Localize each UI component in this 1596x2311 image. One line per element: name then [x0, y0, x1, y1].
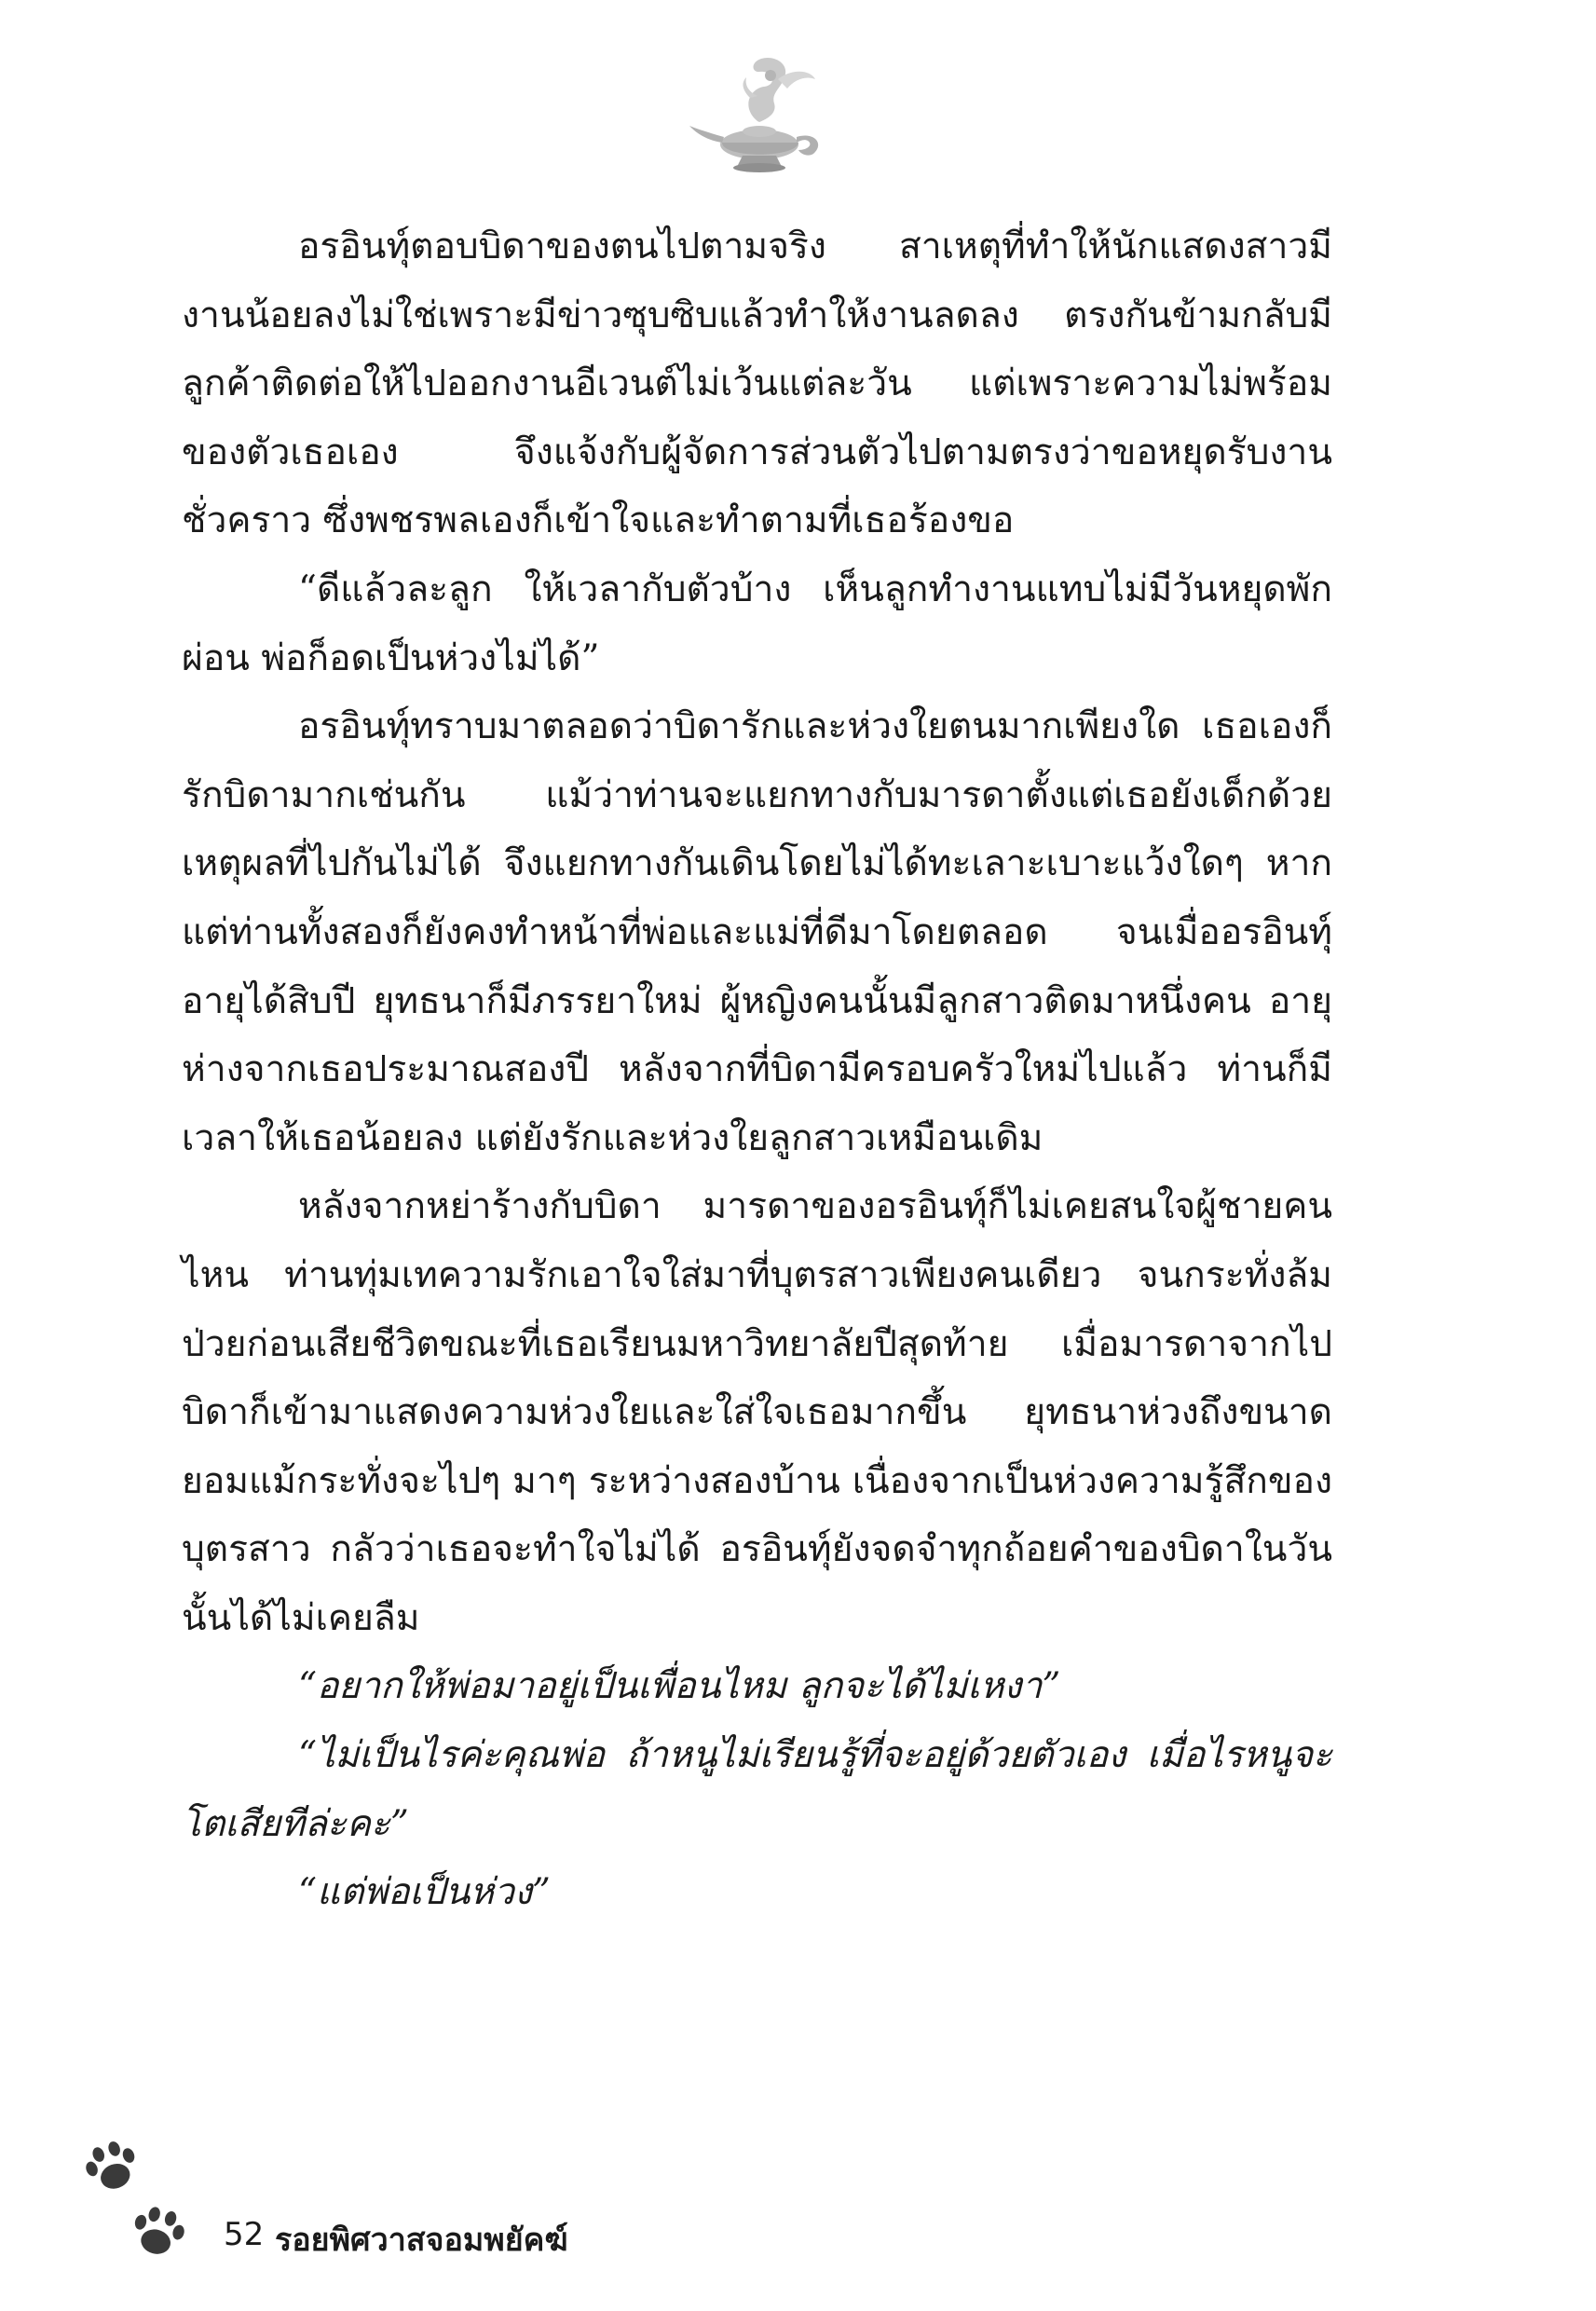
dialog-paragraph: “ดีแล้วละลูก ให้เวลากับตัวบ้าง เห็นลูกทำงานแทบไม่มีวันหยุดพักผ่อน พ่อก็อดเป็นห่วงไม่ได้”	[182, 567, 1332, 679]
paragraph: หลังจากหย่าร้างกับบิดา มารดาของอรอินทุ์ก็ไม่เคยสนใจผู้ชายคนไหน ท่านทุ่มเทความรักเอาใจใส่มาที่บุตรสาวเพียงคนเดียว จนกระทั่งล้มป่วยก่อนเสียชีวิตขณะที่เธอเรียนมหาวิทยาลัยปีสุดท้าย เมื่อมารดาจากไป บิดาก็เข้ามาแสดงความห่วงใยและใส่ใจเธอมากขึ้น ยุทธนาห่วงถึงขนาดยอมแม้กระทั่งจะไปๆ มาๆ ระหว่างสองบ้าน เนื่องจากเป็นห่วงความรู้สึกของบุตรสาว กลัวว่าเธอจะทำใจไม่ได้ อรอินทุ์ยังจดจำทุกถ้อยคำของบิดาในวันนั้นได้ไม่เคยลืม	[182, 1185, 1332, 1639]
dialog-paragraph: “ไม่เป็นไรค่ะคุณพ่อ ถ้าหนูไม่เรียนรู้ที่จะอยู่ด้วยตัวเอง เมื่อไรหนูจะโตเสียทีล่ะคะ”	[182, 1734, 1332, 1845]
book-title: รอยพิศวาสจอมพยัคฆ์	[275, 2222, 568, 2259]
paw-print-icon	[79, 2134, 144, 2199]
genie-lamp-icon	[685, 51, 834, 177]
page-number: 52	[224, 2216, 265, 2253]
paragraph: อรอินทุ์ทราบมาตลอดว่าบิดารักและห่วงใยตนมากเพียงใด เธอเองก็รักบิดามากเช่นกัน แม้ว่าท่านจะแยกทางกับมารดาตั้งแต่เธอยังเด็กด้วยเหตุผลที่ไปกันไม่ได้ จึงแยกทางกันเดินโดยไม่ได้ทะเลาะเบาะแว้งใดๆ หากแต่ท่านทั้งสองก็ยังคงทำหน้าที่พ่อและแม่ที่ดีมาโดยตลอด จนเมื่ออรอินทุ์อายุได้สิบปี ยุทธนาก็มีภรรยาใหม่ ผู้หญิงคนนั้นมีลูกสาวติดมาหนึ่งคน อายุห่างจากเธอประมาณสองปี หลังจากที่บิดามีครอบครัวใหม่ไปแล้ว ท่านก็มีเวลาให้เธอน้อยลง แต่ยังรักและห่วงใยลูกสาวเหมือนเดิม	[182, 705, 1332, 1159]
body-text	[182, 212, 1332, 1927]
dialog-paragraph: “อยากให้พ่อมาอยู่เป็นเพื่อนไหม ลูกจะได้ไม่เหงา”	[298, 1665, 1061, 1708]
paw-print-icon	[126, 2199, 191, 2264]
page-footer	[79, 2134, 731, 2264]
paragraph: อรอินทุ์ตอบบิดาของตนไปตามจริง สาเหตุที่ทำให้นักแสดงสาวมีงานน้อยลงไม่ใช่เพราะมีข่าวซุบซิบแล้วทำให้งานลดลง ตรงกันข้ามกลับมีลูกค้าติดต่อให้ไปออกงานอีเวนต์ไม่เว้นแต่ละวัน แต่เพราะความไม่พร้อมของตัวเธอเอง จึงแจ้งกับผู้จัดการส่วนตัวไปตามตรงว่าขอหยุดรับงานชั่วคราว ซึ่งพชรพลเองก็เข้าใจและทำตามที่เธอร้องขอ	[182, 226, 1332, 542]
dialog-paragraph: “แต่พ่อเป็นห่วง”	[298, 1871, 551, 1914]
